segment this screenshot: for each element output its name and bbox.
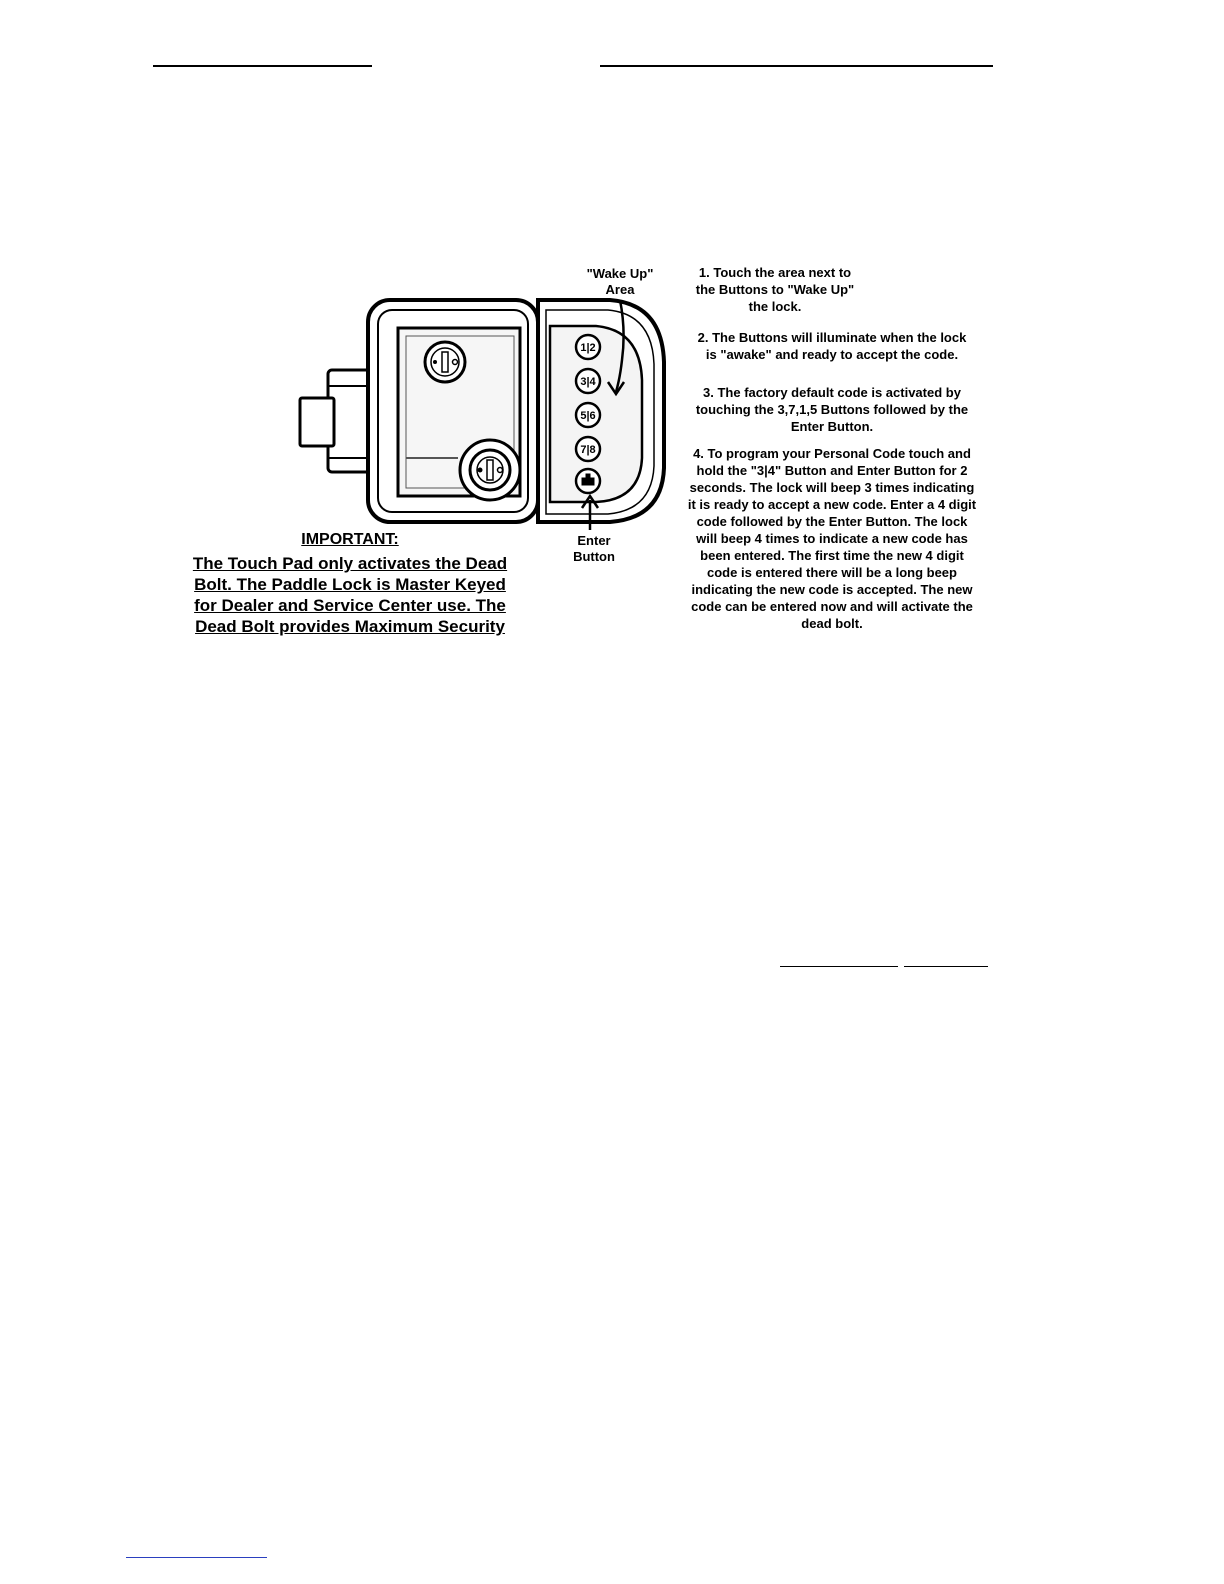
important-line: for Dealer and Service Center use. The [194,596,506,615]
instruction-step-1: 1. Touch the area next to the Buttons to "Wake Up" the lock. [695,265,855,314]
instruction-step-4: 4. To program your Personal Code touch and hold the "3|4" Button and Enter Button for 2 seconds. The lock will beep 3 times indicating it is ready to accept a new code. Enter a 4 digit code followed by the Enter Button. The lock will beep 4 times to indicate a new code has been entered. The first time the new 4 digit code is entered there will be a long beep indicating the new code is accepted. The new code can be entered now and will activate the dead bolt. [687,446,977,631]
instruction-step-2: 2. The Buttons will illuminate when the lock is "awake" and ready to accept the code. [697,330,967,362]
header-rule-right [600,65,993,67]
deadbolt-key-cylinder [460,440,520,500]
button-3-4[interactable] [576,369,600,393]
bolt [300,398,334,446]
footer-rule-right [904,966,988,967]
button-5-6[interactable] [576,403,600,427]
important-notice [150,553,550,637]
enter-button-label: Enter Button [573,533,615,564]
important-title: IMPORTANT: [301,531,399,548]
lock-diagram [290,290,680,530]
important-line: Dead Bolt provides Maximum Security [195,617,505,636]
button-7-8[interactable] [576,437,600,461]
header-rule-left [153,65,372,67]
svg-text:3|4: 3|4 [580,376,596,388]
bottom-link-underline [126,1557,267,1558]
button-1-2[interactable] [576,335,600,359]
important-line: The Touch Pad only activates the Dead [192,554,508,573]
footer-rule-left [780,966,898,967]
svg-text:5|6: 5|6 [580,410,596,422]
svg-text:1|2: 1|2 [580,342,596,354]
paddle-key-cylinder [425,342,465,382]
wake-up-area-label: "Wake Up" Area [586,266,654,297]
svg-text:7|8: 7|8 [580,444,596,456]
instruction-step-3: 3. The factory default code is activated by touching the 3,7,1,5 Buttons followed by the Enter Button. [695,385,969,434]
enter-button[interactable] [576,469,600,493]
important-line: Bolt. The Paddle Lock is Master Keyed [194,575,506,594]
